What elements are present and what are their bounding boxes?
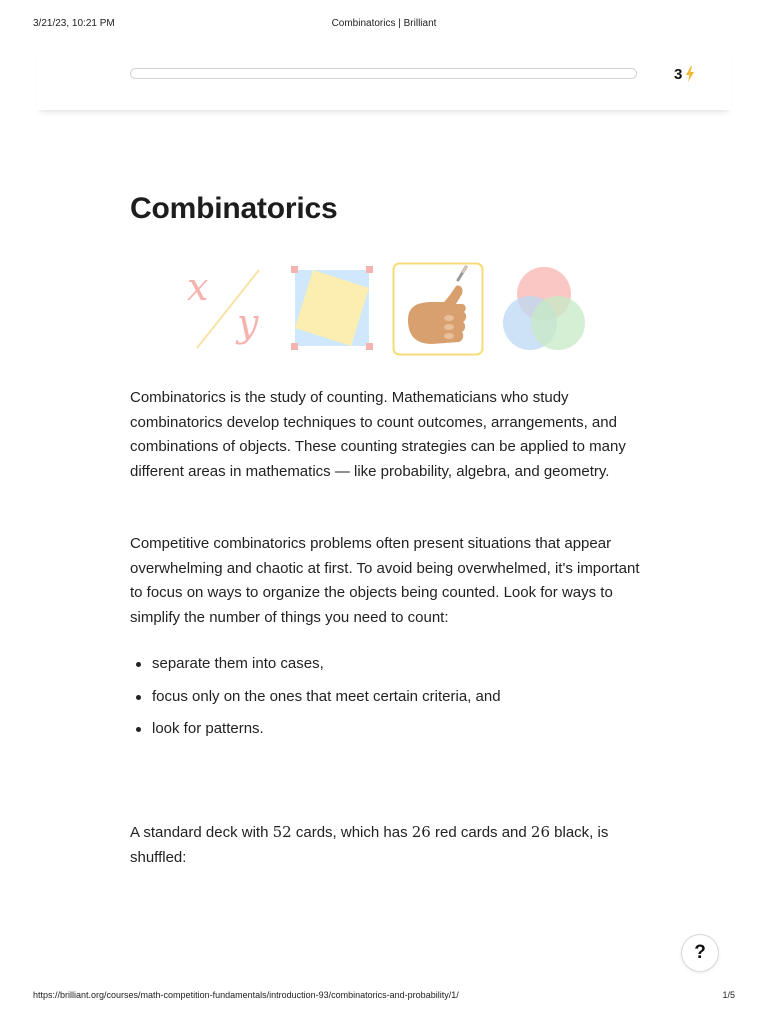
list-item: separate them into cases, xyxy=(152,652,642,677)
problem-statement xyxy=(130,820,642,870)
list-item: look for patterns. xyxy=(152,717,642,742)
math-number-cards: 52 xyxy=(272,823,292,841)
page-title: Combinatorics xyxy=(130,192,338,225)
strategy-paragraph xyxy=(130,532,642,630)
print-page-number: 1/5 xyxy=(722,990,735,1000)
print-header xyxy=(33,18,735,32)
topic-illustrations xyxy=(183,260,593,360)
paragraph-text: Competitive combinatorics problems often present situations that appear overwhelming and chaotic at first. To avoid being overwhelmed, it's important to focus on ways to organize the objects being counted. Look for ways to simplify the number of things you need to count: xyxy=(130,535,640,626)
variable-x: x xyxy=(187,265,209,309)
math-number-black: 26 xyxy=(530,823,550,841)
strategy-list xyxy=(130,652,642,750)
print-page-title: Combinatorics | Brilliant xyxy=(331,18,437,29)
lightning-bolt-icon xyxy=(685,66,695,82)
problem-text: A standard deck with 52 cards, which has 26 red cards and 26 black, is shuffled: xyxy=(130,823,609,866)
paragraph-text: Combinatorics is the study of counting. Mathematicians who study combinatorics develop techniques to count outcomes, arrangements, and combinations of objects. These counting strategies can be applied to many different areas in mathematics — like probability, algebra, and geometry. xyxy=(130,389,626,480)
fraction-variables-icon xyxy=(183,260,273,352)
variable-y: y xyxy=(237,301,259,345)
help-button[interactable]: ? xyxy=(681,934,719,972)
print-datetime: 3/21/23, 10:21 PM xyxy=(33,18,115,29)
math-number-red: 26 xyxy=(411,823,431,841)
print-url: https://brilliant.org/courses/math-competition-fundamentals/introduction-93/combinatorics-and-probability/1/ xyxy=(33,990,459,1000)
streak-counter[interactable] xyxy=(674,64,695,84)
thumb-up-hand-icon xyxy=(392,262,484,356)
lesson-progress-bar xyxy=(130,68,637,79)
intro-paragraph xyxy=(130,386,642,484)
streak-count: 3 xyxy=(674,65,683,83)
venn-diagram-icon xyxy=(501,266,587,352)
rotated-square-icon xyxy=(291,266,373,350)
list-item: focus only on the ones that meet certain criteria, and xyxy=(152,685,642,710)
print-footer xyxy=(33,990,735,1004)
lesson-top-bar xyxy=(36,48,732,110)
